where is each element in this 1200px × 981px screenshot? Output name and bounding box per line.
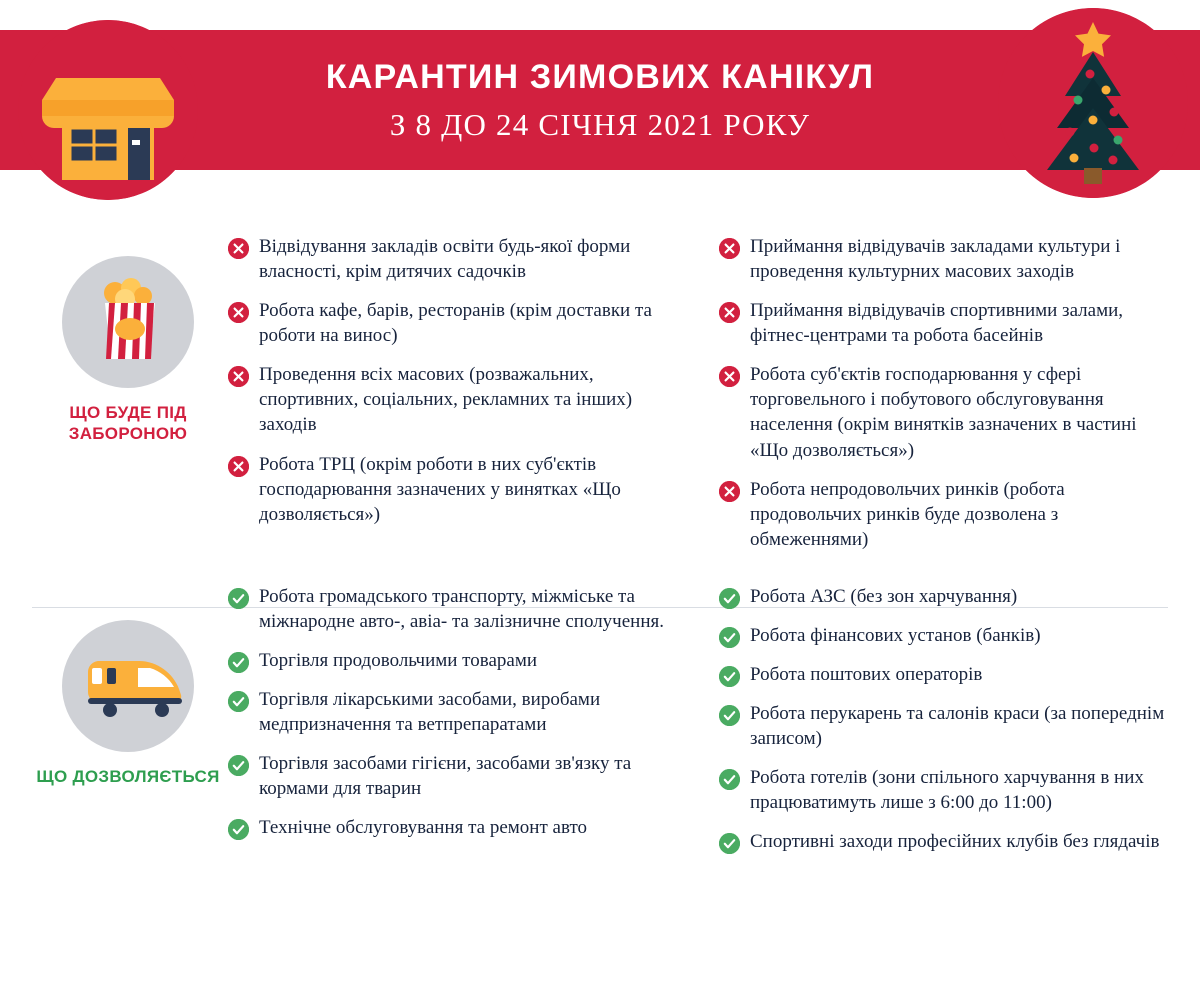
list-item bbox=[719, 584, 1172, 609]
x-circle-icon bbox=[719, 366, 740, 387]
list-item-text: Приймання відвідувачів спортивними залами, фітнес-центрами та робота басейнів bbox=[750, 300, 1124, 347]
list-item-text: Приймання відвідувачів закладами культури і проведення культурних масових заходів bbox=[750, 236, 1121, 283]
list-item-text: Спортивні заходи професійних клубів без глядачів bbox=[750, 831, 1160, 853]
list-item bbox=[228, 298, 681, 348]
christmas-tree-icon bbox=[998, 8, 1188, 198]
forbidden-icon-column bbox=[28, 234, 228, 566]
check-circle-icon bbox=[228, 819, 249, 840]
list-item bbox=[719, 623, 1172, 648]
list-item-text: Робота громадського транспорту, міжміське та міжнародне авто-, авіа- та залізничне сполучення. bbox=[259, 585, 664, 632]
check-circle-icon bbox=[228, 691, 249, 712]
list-item bbox=[228, 815, 681, 840]
list-item bbox=[228, 687, 681, 737]
tram-icon bbox=[62, 620, 194, 752]
list-item bbox=[719, 477, 1172, 552]
allowed-column-right bbox=[719, 584, 1172, 869]
list-item bbox=[719, 701, 1172, 751]
list-item-text: Робота готелів (зони спільного харчування в них працюватимуть лише з 6:00 до 11:00) bbox=[750, 767, 1144, 814]
x-circle-icon bbox=[719, 238, 740, 259]
list-item bbox=[719, 362, 1172, 462]
check-circle-icon bbox=[719, 705, 740, 726]
section-allowed bbox=[0, 584, 1200, 869]
list-item bbox=[719, 765, 1172, 815]
allowed-icon-column bbox=[28, 584, 228, 869]
list-item bbox=[228, 648, 681, 673]
list-item-text: Торгівля продовольчими товарами bbox=[259, 650, 538, 672]
x-circle-icon bbox=[228, 366, 249, 387]
check-circle-icon bbox=[719, 769, 740, 790]
list-item bbox=[719, 662, 1172, 687]
check-circle-icon bbox=[719, 627, 740, 648]
list-item-text: Робота кафе, барів, ресторанів (крім доставки та роботи на винос) bbox=[259, 300, 652, 347]
list-item-text: Робота поштових операторів bbox=[750, 664, 983, 686]
forbidden-caption: ЩО БУДЕ ПІД ЗАБОРОНОЮ bbox=[68, 403, 188, 444]
list-item-text: Робота непродовольчих ринків (робота продовольчих ринків буде дозволена з обмеженнями) bbox=[750, 478, 1065, 550]
header-text-block bbox=[230, 30, 970, 170]
check-circle-icon bbox=[719, 666, 740, 687]
shop-icon bbox=[18, 20, 198, 200]
list-item-text: Відвідування закладів освіти будь-якої форми власності, крім дитячих садочків bbox=[259, 236, 631, 283]
x-circle-icon bbox=[228, 238, 249, 259]
check-circle-icon bbox=[228, 652, 249, 673]
list-item-text: Робота ТРЦ (окрім роботи в них суб'єктів господарювання зазначених у винятках «Що дозволяється») bbox=[259, 453, 621, 525]
list-item-text: Технічне обслуговування та ремонт авто bbox=[259, 817, 588, 839]
section-forbidden bbox=[0, 234, 1200, 566]
list-item bbox=[719, 234, 1172, 284]
list-item bbox=[228, 452, 681, 527]
list-item-text: Робота суб'єктів господарювання у сфері торговельного і побутового обслуговування населення (окрім винятків зазначених в частині «Що дозволяється») bbox=[750, 364, 1137, 461]
list-item-text: Робота АЗС (без зон харчування) bbox=[750, 585, 1018, 607]
x-circle-icon bbox=[719, 481, 740, 502]
list-item bbox=[228, 362, 681, 437]
list-item-text: Торгівля лікарськими засобами, виробами медпризначення та ветпрепаратами bbox=[259, 689, 601, 736]
forbidden-column-left bbox=[228, 234, 681, 566]
list-item bbox=[228, 234, 681, 284]
check-circle-icon bbox=[228, 755, 249, 776]
check-circle-icon bbox=[719, 833, 740, 854]
forbidden-lists bbox=[228, 234, 1172, 566]
list-item-text: Торгівля засобами гігієни, засобами зв'язку та кормами для тварин bbox=[259, 753, 632, 800]
x-circle-icon bbox=[228, 456, 249, 477]
x-circle-icon bbox=[228, 302, 249, 323]
forbidden-column-right bbox=[719, 234, 1172, 566]
list-item bbox=[719, 298, 1172, 348]
list-item-text: Робота перукарень та салонів краси (за попереднім записом) bbox=[750, 703, 1165, 750]
page-title: КАРАНТИН ЗИМОВИХ КАНІКУЛ bbox=[325, 57, 875, 96]
page-subtitle: З 8 ДО 24 СІЧНЯ 2021 РОКУ bbox=[389, 106, 811, 142]
check-circle-icon bbox=[228, 588, 249, 609]
allowed-column-left bbox=[228, 584, 681, 869]
check-circle-icon bbox=[719, 588, 740, 609]
allowed-lists bbox=[228, 584, 1172, 869]
list-item bbox=[228, 751, 681, 801]
infographic-header bbox=[0, 0, 1200, 200]
popcorn-icon bbox=[62, 256, 194, 388]
x-circle-icon bbox=[719, 302, 740, 323]
list-item bbox=[719, 829, 1172, 854]
list-item-text: Проведення всіх масових (розважальних, спортивних, соціальних, рекламних та інших) заходів bbox=[259, 364, 633, 436]
list-item-text: Робота фінансових установ (банків) bbox=[750, 624, 1041, 646]
list-item bbox=[228, 584, 681, 634]
allowed-caption: ЩО ДОЗВОЛЯЄТЬСЯ bbox=[36, 766, 220, 786]
